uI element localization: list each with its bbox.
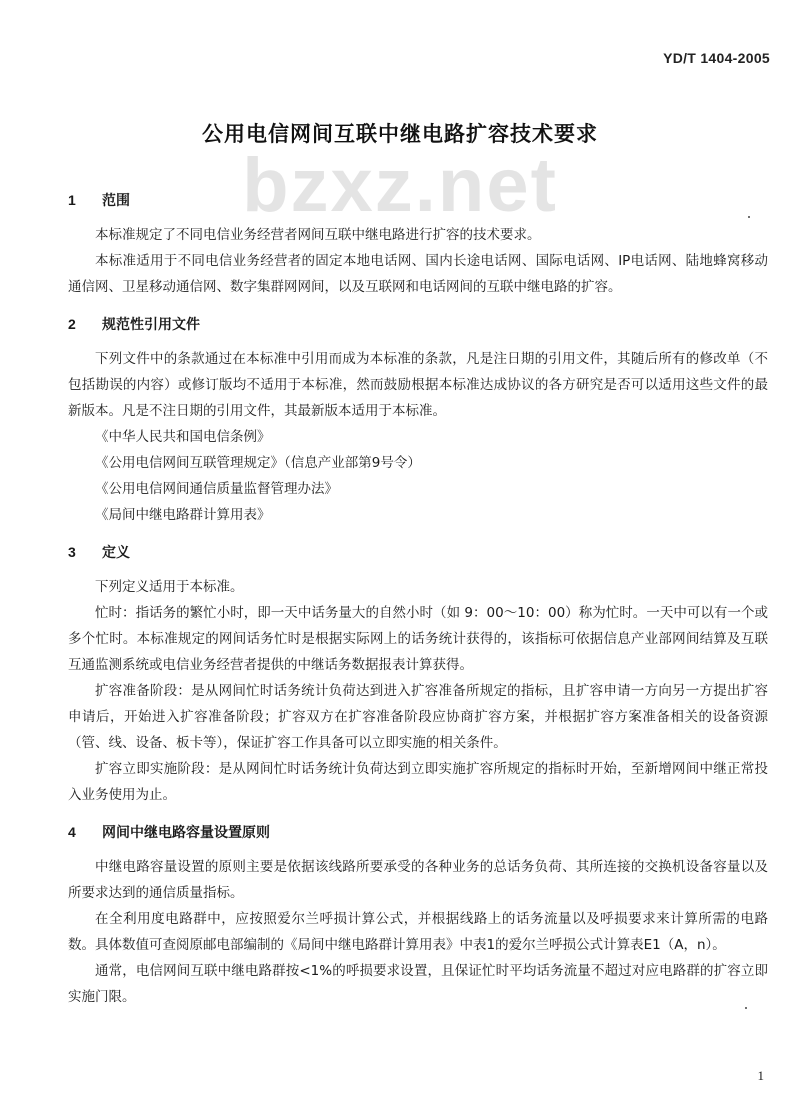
standard-code: YD/T 1404-2005 [663,50,770,66]
paragraph: 下列定义适用于本标准。 [95,579,244,595]
paragraph: 通常，电信网间互联中继电路群按<1%的呼损要求设置，且保证忙时平均话务流量不超过对应电路群的扩容立即实施门限。 [68,963,768,1005]
paragraph: 中继电路容量设置的原则主要是依据该线路所要承受的各种业务的总话务负荷、其所连接的交换机设备容量以及所要求达到的通信质量指标。 [68,859,768,901]
watermark-logo: bzxz.net [242,143,558,228]
section-number: 4 [68,824,76,840]
section-number: 2 [68,316,76,332]
section-title: 定义 [102,545,130,561]
paragraph: 本标准规定了不同电信业务经营者网间互联中继电路进行扩容的技术要求。 [95,227,541,243]
section-title: 范围 [102,193,130,209]
section-title: 规范性引用文件 [102,317,200,333]
reference-item: 《局间中继电路群计算用表》 [95,507,271,523]
section-number: 3 [68,544,76,560]
paragraph: 下列文件中的条款通过在本标准中引用而成为本标准的条款，凡是注日期的引用文件，其随后所有的修改单（不包括勘误的内容）或修订版均不适用于本标准，然而鼓励根据本标准达成协议的各方研究是否可以适用这些文件的最新版本。凡是不注日期的引用文件，其最新版本适用于本标准。 [68,351,768,419]
reference-item: 《公用电信网间通信质量监督管理办法》 [95,481,338,497]
document-title: 公用电信网间互联中继电路扩容技术要求 [202,122,598,146]
paragraph: 忙时：指话务的繁忙小时，即一天中话务量大的自然小时（如 9：00～10：00）称为忙时。一天中可以有一个或多个忙时。本标准规定的网间话务忙时是根据实际网上的话务统计获得的，该指标可依据信息产业部网间结算及互联互通监测系统或电信业务经营者提供的中继话务数据报表计算获得。 [68,605,768,673]
paragraph: 在全利用度电路群中，应按照爱尔兰呼损计算公式，并根据线路上的话务流量以及呼损要求来计算所需的电路数。具体数值可查阅原邮电部编制的《局间中继电路群计算用表》中表1的爱尔兰呼损公式计算表E1（A，n）。 [68,911,768,953]
section-heading [68,542,768,564]
section-heading [68,190,768,212]
page-number: 1 [757,1068,764,1083]
section-title: 网间中继电路容量设置原则 [102,825,270,841]
paragraph: 本标准适用于不同电信业务经营者的固定本地电话网、国内长途电话网、国际电话网、IP电话网、陆地蜂窝移动通信网、卫星移动通信网、数字集群网网间，以及互联网和电话网间的互联中继电路的扩容。 [68,253,768,295]
paragraph: 扩容立即实施阶段：是从网间忙时话务统计负荷达到立即实施扩容所规定的指标时开始，至新增网间中继正常投入业务使用为止。 [68,761,768,803]
section-heading [68,314,768,336]
section-heading [68,822,768,844]
document-body [68,184,768,1010]
reference-item: 《中华人民共和国电信条例》 [95,429,271,445]
reference-item: 《公用电信网间互联管理规定》（信息产业部第9号令） [95,455,421,471]
paragraph: 扩容准备阶段：是从网间忙时话务统计负荷达到进入扩容准备所规定的指标，且扩容申请一方向另一方提出扩容申请后，开始进入扩容准备阶段；扩容双方在扩容准备阶段应协商扩容方案，并根据扩容方案准备相关的设备资源（管、线、设备、板卡等），保证扩容工作具备可以立即实施的相关条件。 [68,683,768,751]
section-number: 1 [68,192,76,208]
